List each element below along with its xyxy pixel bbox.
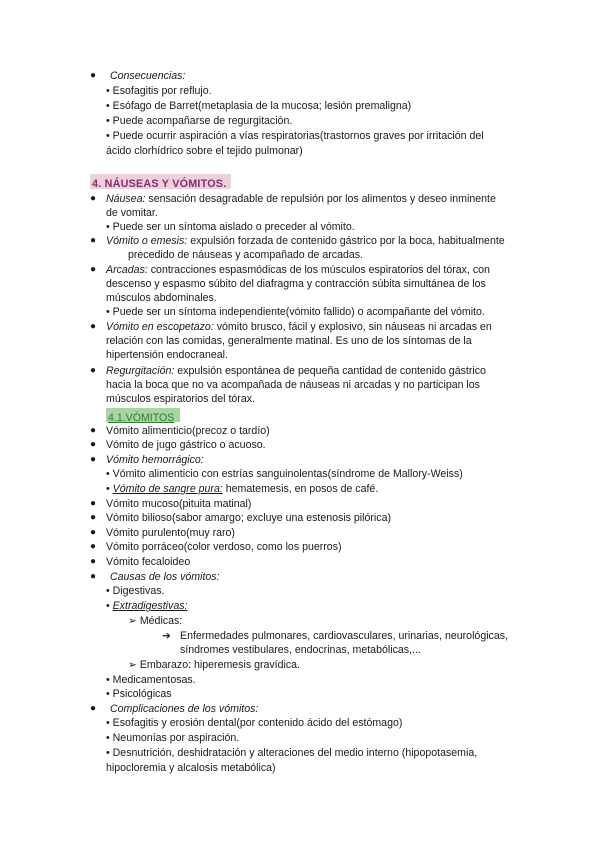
escopetazo-definition [106, 320, 492, 334]
list-item [106, 599, 187, 613]
regurgitacion-text-2: hacia la boca que no va acompañada de náuseas ni arcadas y no participan los [106, 379, 480, 391]
arcadas-sub: • Puede ser un síntoma independiente(vómito fallido) o acompañante del vómito. [106, 306, 485, 318]
bullet-icon: ● [90, 556, 97, 567]
consecuencias-title: Consecuencias: [110, 70, 186, 82]
escopetazo-text-3: hipertensión endocraneal. [106, 349, 228, 361]
list-item: Vómito hemorrágico: [106, 454, 204, 466]
sangre-pura-term: Vómito de sangre pura: [112, 483, 223, 495]
arrow-item [128, 658, 300, 672]
bullet-icon: ● [90, 454, 97, 465]
bullet-icon: ● [90, 235, 97, 246]
right-arrow-icon: ➔ [162, 630, 171, 642]
list-item: • Vómito alimenticio con estrías sanguinolentas(síndrome de Mallory-Weiss) [106, 468, 463, 480]
enfermedades-text: Enfermedades pulmonares, cardiovasculares, urinarias, neurológicas, [180, 630, 508, 642]
bullet-icon: ● [90, 571, 97, 582]
causas-title: Causas de los vómitos: [110, 571, 220, 583]
bullet-icon: ● [90, 527, 97, 538]
nausea-text: sensación desagradable de repulsión por los alimentos y deseo inminente [145, 193, 496, 205]
list-item: Vómito alimenticio(precoz o tardío) [106, 425, 270, 437]
medicas-label: Médicas: [139, 615, 183, 627]
enfermedades-text-2: síndromes vestibulares, endocrinas, metabólicas,... [180, 644, 421, 656]
vomito-term: Vómito o emesis: [106, 235, 188, 247]
dot-icon: • [106, 483, 110, 495]
bullet-icon: ● [90, 321, 97, 332]
bullet-icon: ● [90, 70, 97, 81]
arrow-item [128, 614, 182, 628]
arrow-icon: ➢ [128, 615, 137, 627]
arcadas-text-3: músculos abdominales. [106, 292, 217, 304]
bullet-icon: ● [90, 365, 97, 376]
complicaciones-title: Complicaciones de los vómitos: [110, 703, 259, 715]
escopetazo-term: Vómito en escopetazo: [106, 321, 214, 333]
list-item: • Esofagitis por reflujo. [106, 85, 212, 97]
list-item: Vómito purulento(muy raro) [106, 527, 235, 539]
list-item: • Medicamentosas. [106, 674, 196, 686]
bullet-icon: ● [90, 193, 97, 204]
nausea-definition [106, 192, 496, 206]
list-item: • Esófago de Barret(metaplasia de la mucosa; lesión premaligna) [106, 100, 412, 112]
dot-icon: • [106, 600, 110, 612]
list-item: Vómito mucoso(pituita matinal) [106, 498, 252, 510]
arrow-icon: ➢ [128, 659, 137, 671]
nausea-term: Náusea: [106, 193, 146, 205]
arcadas-text: contracciones espasmódicas de los músculos espiratorios del tórax, con [147, 264, 490, 276]
list-item [106, 482, 378, 496]
regurgitacion-definition [106, 364, 486, 378]
list-item: • Puede ocurrir aspiración a vías respiratorias(trastornos graves por irritación del [106, 130, 484, 142]
subsection-heading [106, 408, 180, 422]
bullet-icon: ● [90, 264, 97, 275]
escopetazo-text: vómito brusco, fácil y explosivo, sin náuseas ni arcadas en [213, 321, 492, 333]
list-item: • Neumonías por aspiración. [106, 732, 240, 744]
list-item: • Desnutrición, deshidratación y alteraciones del medio interno (hipopotasemia, [106, 747, 478, 759]
nausea-text-2: de vomitar. [106, 207, 158, 219]
subsection-title: 4.1.VÓMITOS [108, 412, 175, 424]
bullet-icon: ● [90, 541, 97, 552]
section-title: 4. NÁUSEAS Y VÓMITOS. [92, 178, 227, 190]
extradigestivas-label: Extradigestivas: [112, 600, 188, 612]
bullet-icon: ● [90, 498, 97, 509]
embarazo-label: Embarazo: hiperemesis gravídica. [139, 659, 300, 671]
vomito-text: expulsión forzada de contenido gástrico por la boca, habitualmente [187, 235, 505, 247]
regurgitacion-text-3: músculos espiratorios del tórax. [106, 393, 255, 405]
list-item: ácido clorhídrico sobre el tejido pulmonar) [106, 145, 303, 157]
arcadas-text-2: descenso y espasmo súbito del diafragma y contracción súbita simultánea de los [106, 278, 486, 290]
sangre-pura-text: hematemesis, en posos de café. [222, 483, 379, 495]
list-item: Vómito porráceo(color verdoso, como los puerros) [106, 541, 342, 553]
list-item: Vómito fecaloideo [106, 556, 191, 568]
arcadas-term: Arcadas: [106, 264, 148, 276]
list-item: Vómito de jugo gástrico o acuoso. [106, 439, 266, 451]
list-item: • Puede acompañarse de regurgitación. [106, 115, 293, 127]
bullet-icon: ● [90, 512, 97, 523]
list-item: • Esofagitis y erosión dental(por contenido ácido del estómago) [106, 717, 403, 729]
vomito-text-2: precedido de náuseas y acompañado de arcadas. [128, 249, 363, 261]
vomito-definition [106, 234, 505, 248]
list-item: • Digestivas. [106, 585, 165, 597]
bullet-icon: ● [90, 425, 97, 436]
escopetazo-text-2: relación con las comidas, generalmente matinal. Es uno de los síntomas de la [106, 335, 472, 347]
regurgitacion-text: expulsión espontánea de pequeña cantidad de contenido gástrico [174, 365, 486, 377]
nausea-sub: • Puede ser un síntoma aislado o preceder al vómito. [106, 221, 355, 233]
section-heading [90, 174, 231, 189]
list-item: hipocloremia y alcalosis metabólica) [106, 762, 276, 774]
arcadas-definition [106, 263, 490, 277]
regurgitacion-term: Regurgitación: [106, 365, 175, 377]
list-item: Vómito bilioso(sabor amargo; excluye una estenosis pilórica) [106, 512, 391, 524]
bullet-icon: ● [90, 439, 97, 450]
list-item: • Psicológicas [106, 688, 172, 700]
bullet-icon: ● [90, 703, 97, 714]
